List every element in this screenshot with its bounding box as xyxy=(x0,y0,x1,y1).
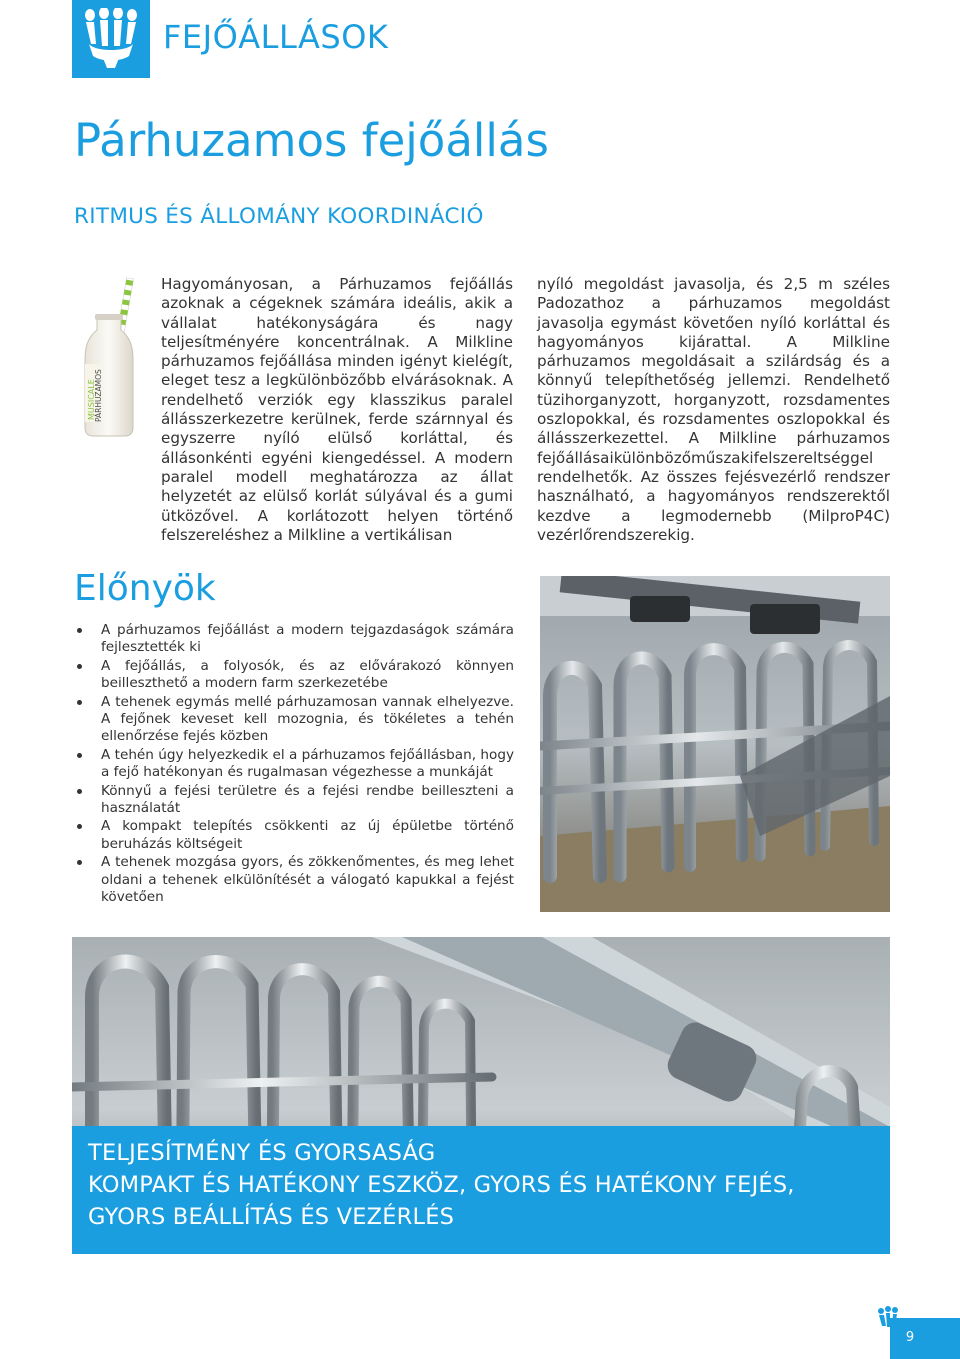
banner-line-2: KOMPAKT ÉS HATÉKONY ESZKÖZ, GYORS ÉS HATÉKONY FEJÉS, xyxy=(88,1172,795,1198)
bullet-icon xyxy=(77,789,82,794)
fingers-logo-icon xyxy=(876,1306,906,1336)
bullet-icon xyxy=(77,628,82,633)
list-item-text: A tehenek egymás mellé párhuzamosan vannak elhelyezve. A fejőnek keveset kell mozognia, és tökéletes a tehén ellenőrzése fejés közben xyxy=(101,693,514,745)
page-number: 9 xyxy=(905,1330,915,1345)
fingers-logo-icon xyxy=(81,8,141,70)
list-item xyxy=(74,658,514,693)
list-item-text: Könnyű a fejési területre és a fejési rendbe beilleszteni a használatát xyxy=(101,782,514,817)
list-item xyxy=(74,818,514,853)
highlight-banner xyxy=(72,1126,890,1254)
body-text-left: Hagyományosan, a Párhuzamos fejőállás azoknak a cégeknek számára ideális, akik a vállalat hatékonyságára és nagy teljesítményére koncentrálnak. A Milkline párhuzamos fejőállása minden igényt kielégít, eleget tesz a legkülönbözőbb elvárásoknak. A rendelhető verziók egy klasszikus paralel állásszerkezetre kerülnek, ferde szárnnyal és egyszerre nyíló elülső korláttal, és állásonkénti egyéni kiengedéssel. A modern paralel modell meghatározza az állat helyzetét az elülső korlát súlyával és a gumi ütközővel. A korlátozott helyen történő felszereléshez a Milkline a vertikálisan xyxy=(161,275,513,544)
advantages-list xyxy=(74,622,514,908)
page-title: Párhuzamos fejőállás xyxy=(74,114,549,167)
bottle-label-line1: MUSICALE xyxy=(87,379,96,420)
advantages-title: Előnyök xyxy=(74,568,216,609)
bullet-icon xyxy=(77,753,82,758)
list-item-text: A tehén úgy helyezkedik el a párhuzamos fejőállásban, hogy a fejő hatékonyan és rugalmasan végezhesse a munkáját xyxy=(101,746,514,781)
bullet-icon xyxy=(77,824,82,829)
section-title: FEJŐÁLLÁSOK xyxy=(163,18,389,56)
bullet-icon xyxy=(77,860,82,865)
list-item xyxy=(74,854,514,906)
list-item-text: A fejőállás, a folyosók, és az elővárakozó könnyen beilleszthető a modern farm szerkezetébe xyxy=(101,657,514,692)
list-item xyxy=(74,622,514,657)
header-logo xyxy=(72,0,150,78)
banner-line-3: GYORS BEÁLLÍTÁS ÉS VEZÉRLÉS xyxy=(88,1204,455,1230)
list-item-text: A tehenek mozgása gyors, és zökkenőmentes, és meg lehet oldani a tehenek elkülönítését a válogató kapukkal a fejést követően xyxy=(101,854,514,906)
milking-parlor-photo-top xyxy=(540,576,890,912)
body-text-right: nyíló megoldást javasolja, és 2,5 m széles Padozathoz a párhuzamos megoldást javasolja egymást követően nyíló korláttal és hagyományos kijárattal. A Milkline párhuzamos megoldásait a szilárdság és a könnyű telepíthetőség jellemzi. Rendelhető tüzihorganyzott, horganyzott, rozsdamentes oszlopokkal, és rozsdamentes oszlopokkal és állásszerkezettel. A Milkline párhuzamos fejőállásaikülönbözőműszakifelszereltséggel rendelhetők. Az összes fejésvezérlő rendszer használható, a hagyományos rendszerektől kezdve a legmodernebb (MilproP4C) vezérlőrendszerekig. xyxy=(537,275,890,544)
banner-line-1: TELJESÍTMÉNY ÉS GYORSASÁG xyxy=(88,1140,436,1166)
bullet-icon xyxy=(77,700,82,705)
list-item xyxy=(74,747,514,782)
list-item-text: A párhuzamos fejőállást a modern tejgazdaságok számára fejlesztették ki xyxy=(101,622,514,656)
list-item-text: A kompakt telepítés csökkenti az új épületbe történő beruházás költségeit xyxy=(101,818,514,852)
bottle-label-line2: PÁRHUZAMOS xyxy=(94,369,103,422)
list-item xyxy=(74,783,514,818)
list-item xyxy=(74,694,514,746)
bullet-icon xyxy=(77,664,82,669)
milk-bottle-image xyxy=(79,276,139,440)
page-subtitle: RITMUS ÉS ÁLLOMÁNY KOORDINÁCIÓ xyxy=(74,204,484,229)
